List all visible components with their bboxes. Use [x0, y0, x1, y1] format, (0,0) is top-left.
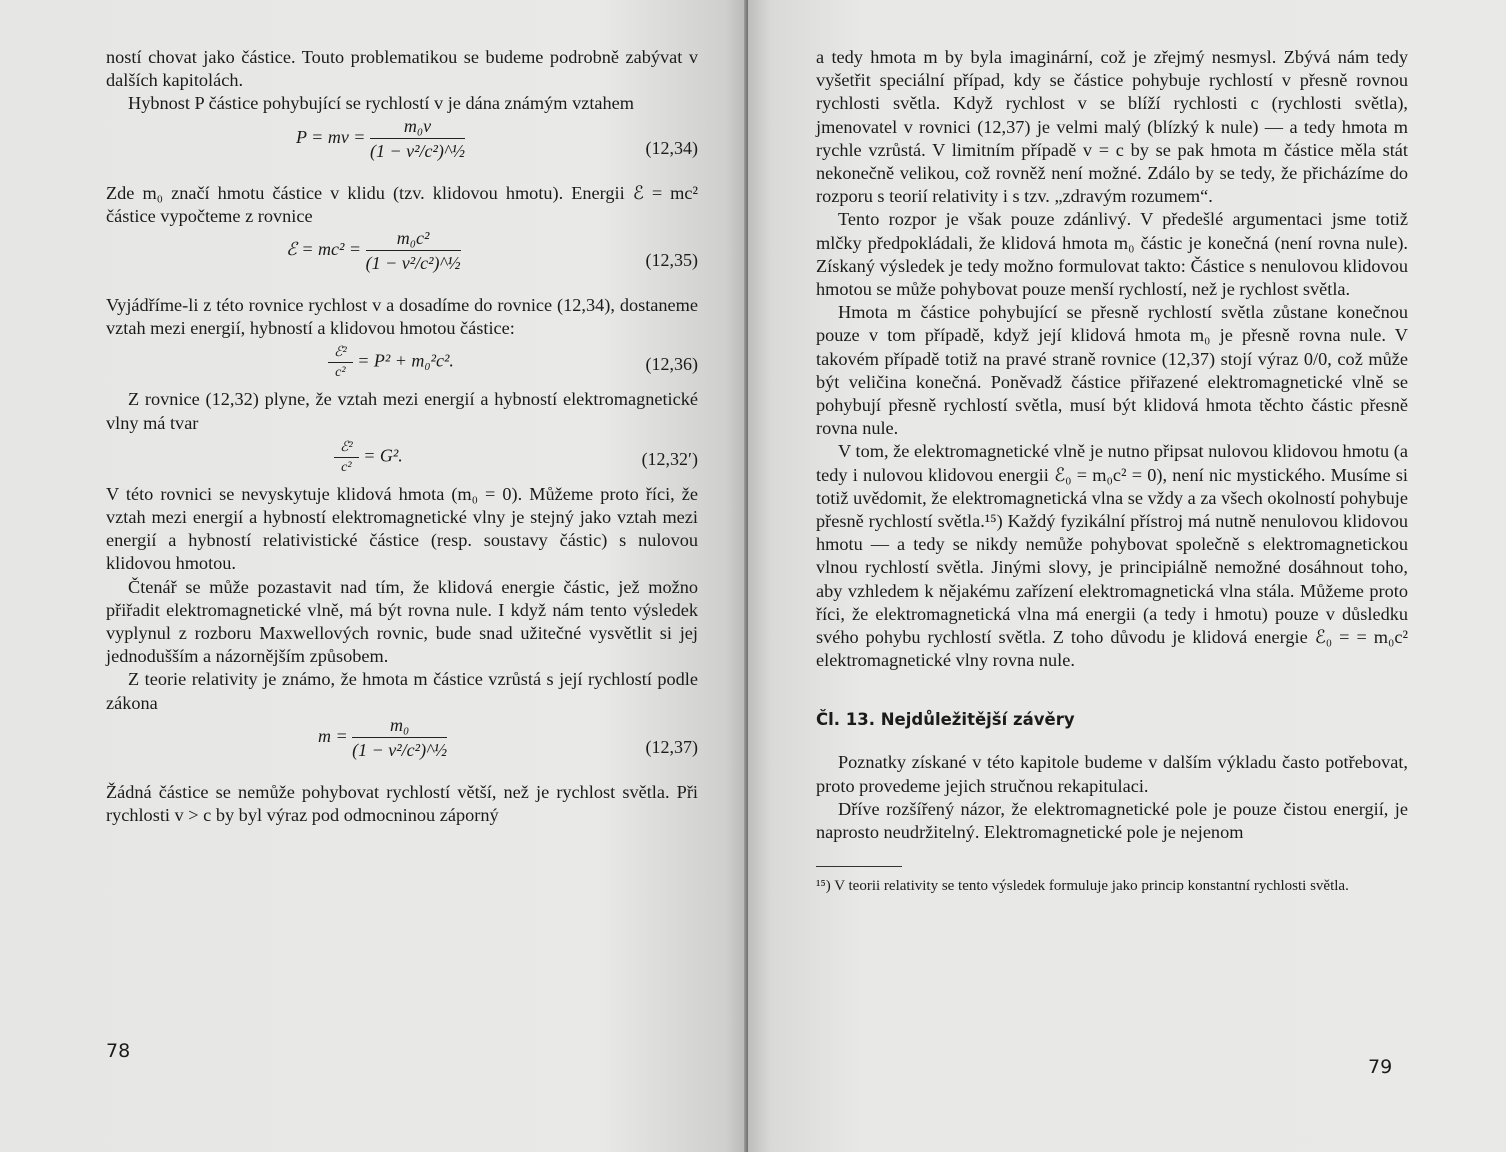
paragraph: Čtenář se může pozastavit nad tím, že klidová energie částic, jež možno přiřadit elektromagnetické vlně, má být rovna nule. I když nám tento výsledek vyplynul z rozboru Maxwellových rovnic, bude snad užitečné vysvětlit si jej jednodušším a názornějším způsobem.: [106, 576, 698, 667]
paragraph: V této rovnici se nevyskytuje klidová hmota (m₀ = 0). Můžeme proto říci, že vztah mezi energií a hybností elektromagnetické vlny je stejný jako vztah mezi energií a hybností relativistické částice (resp. soustavy částic) s nulovou klidovou hmotou.: [106, 483, 698, 574]
paragraph: Tento rozpor je však pouze zdánlivý. V předešlé argumentaci jsme totiž mlčky předpokládali, že klidová hmota m₀ částic je konečná (není rovna nule). Získaný výsledek je tedy možno formulovat takto: Částice s nenulovou klidovou hmotou se může pohybovat pouze menší rychlostí, než je rychlost světla.: [816, 209, 1408, 300]
equation-12-34: [106, 116, 698, 182]
equation-label: (12,36): [645, 354, 698, 375]
equation-rhs: = P² + m₀²c².: [357, 351, 454, 372]
equation-label: (12,37): [645, 736, 698, 757]
equation-12-36: [106, 340, 698, 388]
equation-denominator: (1 − v²/c²)^½: [369, 140, 465, 161]
equation-12-37: [106, 715, 698, 781]
equation-denominator: (1 − v²/c²)^½: [352, 739, 448, 760]
left-page: [0, 0, 748, 1152]
paragraph: Z rovnice (12,32) plyne, že vztah mezi energií a hybností elektromagnetické vlny má tvar: [106, 389, 698, 433]
equation-label: (12,35): [645, 250, 698, 271]
footnote: ¹⁵) V teorii relativity se tento výsledek formuluje jako princip konstantní rychlosti světla.: [816, 878, 1349, 895]
equation-label: (12,32′): [641, 448, 698, 469]
paragraph: a tedy hmota m by byla imaginární, což je zřejmý nesmysl. Zbývá nám tedy vyšetřit speciální případ, kdy se částice pohybuje rychlostí v přesně rovnou rychlosti světla. Když rychlost v se blíží rychlosti c (rychlosti světla), jmenovatel v rovnici (12,37) je velmi malý (blízký k nule) — a tedy hmota m rychle vzrůstá. V limitním případě v = c by se pak hmota m částice měla stát nekonečně velikou, což rovněž není možné. Zdálo by se tedy, že přicházíme do rozporu s teorií relativity i s tzv. „zdravým rozumem“.: [816, 47, 1408, 207]
paragraph: ností chovat jako částice. Touto problematikou se budeme podrobně zabývat v dalších kapitolách.: [106, 47, 698, 91]
equation-12-32-prime: [106, 435, 698, 483]
paragraph: Žádná částice se nemůže pohybovat rychlostí větší, než je rychlost světla. Při rychlosti v > c by byl výraz pod odmocninou záporný: [106, 781, 698, 826]
equation-12-35: [106, 228, 698, 294]
equation-rhs: = G².: [363, 445, 403, 466]
paragraph: V tom, že elektromagnetické vlně je nutno připsat nulovou klidovou hmotu (a tedy i nulovou klidovou energii ℰ₀ = m₀c² = 0), není nic mystického. Musíme si totiž uvědomit, že elektromagnetická vlna se vždy a za všech okolností pohybuje přesně rychlostí světla.¹⁵) Každý fyzikální přístroj má nutně nenulovou klidovou hmotu — a tedy se nikdy nemůže pohybovat společně s elektromagnetickou vlnou rychlostí světla. Jinými slovy, je principiálně nemožné dosáhnout toho, aby vzhledem k nějakému zařízení elektromagnetická vlna stála. Můžeme proto říci, že elektromagnetická vlna má energii (a tedy i hmotu) pouze v důsledku svého pohybu rychlostí světla. Z toho důvodu je klidová energie ℰ₀ = = m₀c² elektromagnetické vlny rovna nule.: [816, 441, 1408, 671]
equation-label: (12,34): [645, 137, 698, 158]
equation-lhs: m =: [318, 725, 348, 746]
paragraph: Z teorie relativity je známo, že hmota m částice vzrůstá s její rychlostí podle zákona: [106, 669, 698, 713]
right-page: [748, 0, 1506, 1152]
equation-numerator: m₀v: [370, 116, 465, 139]
equation-denominator: (1 − v²/c²)^½: [365, 253, 461, 274]
equation-denominator: c²: [341, 459, 352, 475]
paragraph: Hybnost P částice pohybující se rychlostí v je dána známým vztahem: [128, 93, 634, 114]
page-number: 79: [1368, 1056, 1393, 1078]
equation-numerator: m₀: [352, 715, 447, 738]
equation-denominator: c²: [335, 365, 346, 381]
equation-lhs: P = mv =: [296, 126, 366, 147]
paragraph: Zde m₀ značí hmotu částice v klidu (tzv. klidovou hmotu). Energii ℰ = mc² částice vypočteme z rovnice: [106, 182, 698, 226]
section-heading: Čl. 13. Nejdůležitější závěry: [816, 710, 1075, 730]
paragraph: Vyjádříme-li z této rovnice rychlost v a dosadíme do rovnice (12,34), dostaneme vztah mezi energií, hybností a klidovou hmotou částice:: [106, 295, 698, 339]
equation-numerator: ℰ²: [328, 344, 353, 363]
right-text-column: [816, 46, 1408, 897]
page-number: 78: [106, 1040, 131, 1062]
equation-numerator: m₀c²: [366, 228, 461, 251]
equation-numerator: ℰ²: [334, 439, 359, 458]
paragraph: Hmota m částice pohybující se přesně rychlostí světla zůstane konečnou pouze v tom případě, když její klidová hmota m₀ je přesně rovna nule. V takovém případě totiž na pravé straně rovnice (12,37) stojí výraz 0/0, což může být veličina konečná. Poněvadž částice přiřazené elektromagnetické vlně se pohybují přesně rychlostí světla, musí být klidová hmota těchto částic přesně rovna nule.: [816, 302, 1408, 439]
paragraph: Dříve rozšířený názor, že elektromagnetické pole je pouze čistou energií, je naprosto neudržitelný. Elektromagnetické pole je nejenom: [816, 798, 1408, 843]
equation-lhs: ℰ = mc² =: [286, 239, 362, 260]
footnote-rule: [816, 866, 902, 867]
left-text-column: [106, 46, 698, 827]
paragraph: Poznatky získané v této kapitole budeme v dalším výkladu často potřebovat, proto provedeme jejich stručnou rekapitulaci.: [816, 752, 1408, 796]
